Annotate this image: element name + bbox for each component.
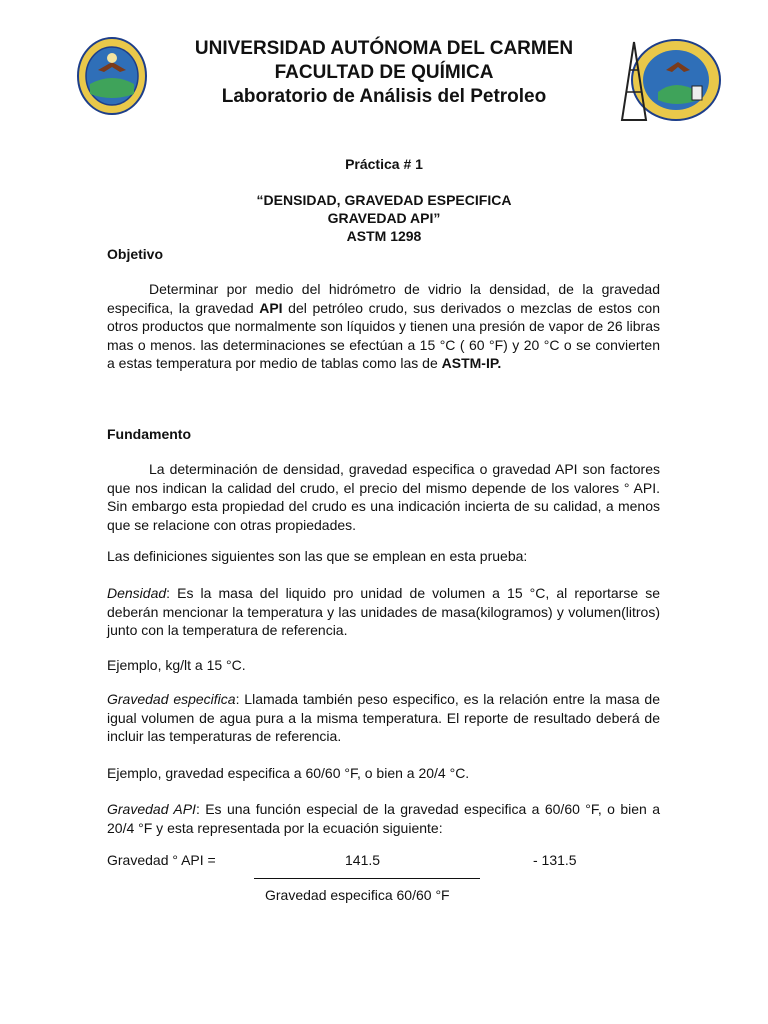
objetivo-heading: Objetivo <box>107 246 164 262</box>
ejemplo-densidad: Ejemplo, kg/lt a 15 °C. <box>107 657 246 673</box>
fraction-line <box>254 878 480 879</box>
ejemplo-gravedad: Ejemplo, gravedad especifica a 60/60 °F, o bien a 20/4 °C. <box>107 765 470 781</box>
practice-number: Práctica # 1 <box>345 156 423 172</box>
formula-denominator: Gravedad especifica 60/60 °F <box>265 887 450 903</box>
lab-name: Laboratorio de Análisis del Petroleo <box>221 86 547 107</box>
definitions-intro: Las definiciones siguientes son las que se emplean en esta prueba: <box>107 548 528 564</box>
formula-numerator: 141.5 <box>345 852 381 868</box>
practice-title-line1: “DENSIDAD, GRAVEDAD ESPECIFICA <box>256 192 512 208</box>
fundamento-paragraph: La determinación de densidad, gravedad especifica o gravedad API son factores que nos indican la calidad del crudo, el precio del mismo depende de los valores ° API. Sin embargo esta propiedad del crudo es una indicación incierta de su calidad, a menos que se relacione con otras propiedades. <box>107 461 660 533</box>
practice-standard: ASTM 1298 <box>346 228 422 244</box>
gravedad-especifica-definition: Gravedad especifica: Llamada también peso especifico, es la relación entre la masa de igual volumen de agua pura a la misma temperatura. El reporte de resultado deberá de incluir las temperaturas de referencia. <box>107 691 660 744</box>
formula-lhs: Gravedad ° API = <box>107 852 216 868</box>
faculty-name: FACULTAD DE QUÍMICA <box>274 62 494 83</box>
objetivo-paragraph: Determinar por medio del hidrómetro de vidrio la densidad, de la gravedad especifica, la gravedad API del petróleo crudo, sus derivados o mezclas de estos con otros productos que normalmente son líquidos y tienen una presión de vapor de 26 libras mas o menos. las determinaciones se efectúan a 15 °C ( 60 °F) y 20 °C o se convierten a estas temperatura por medio de tablas como las de ASTM-IP. <box>107 281 661 371</box>
practice-title-line2: GRAVEDAD API” <box>327 210 441 226</box>
gravedad-api-definition: Gravedad API: Es una función especial de la gravedad especifica a 60/60 °F, o bien a 20/4 °F y esta representada por la ecuación siguiente: <box>107 801 660 836</box>
densidad-definition: Densidad: Es la masa del liquido pro unidad de volumen a 15 °C, al reportarse se deberán mencionar la temperatura y las unidades de masa(kilogramos) y volumen(litros) junto con la temperatura de referencia. <box>107 585 660 638</box>
university-name: UNIVERSIDAD AUTÓNOMA DEL CARMEN <box>194 38 574 59</box>
formula-subtract: - 131.5 <box>533 852 577 868</box>
fundamento-heading: Fundamento <box>107 426 191 442</box>
